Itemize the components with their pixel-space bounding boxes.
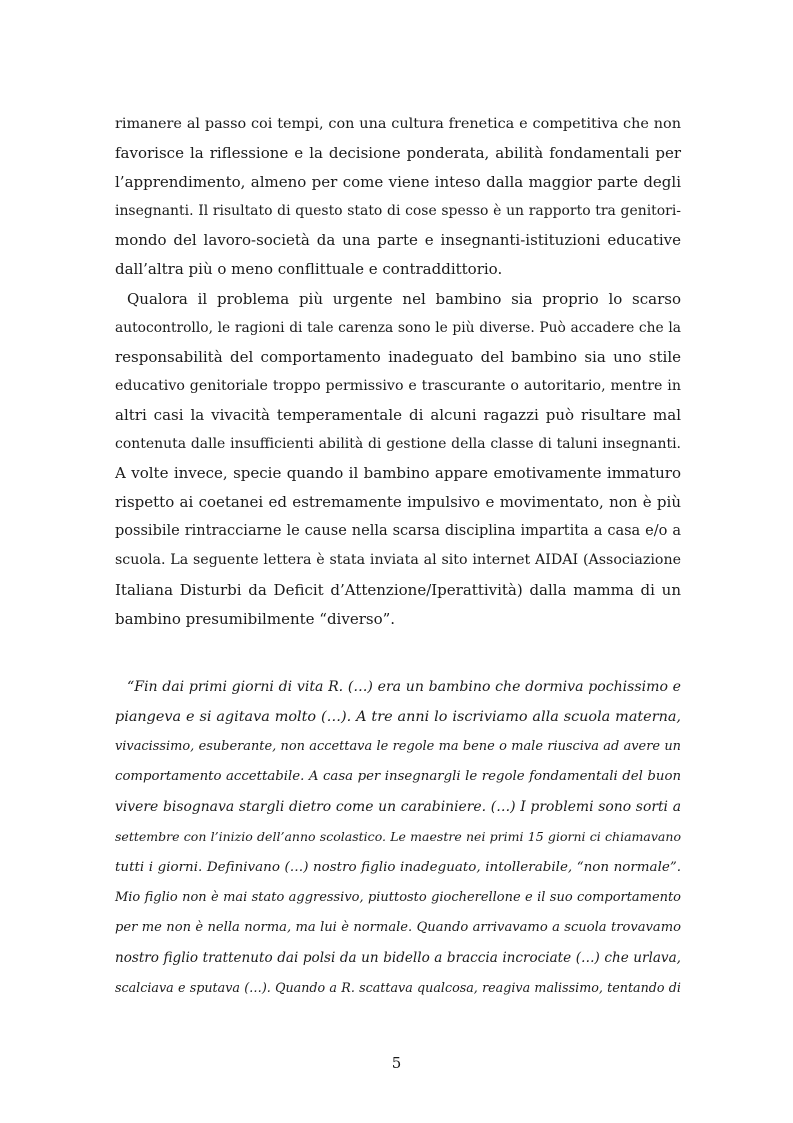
quoted-letter (115, 672, 681, 1003)
text-line: scuola. La seguente lettera è stata inviata al sito internet AIDAI (Associazione (115, 552, 681, 569)
text-line: favorisce la riflessione e la decisione ponderata, abilità fondamentali per (115, 144, 681, 163)
text-line: mondo del lavoro-società da una parte e insegnanti-istituzioni educative (115, 231, 681, 250)
quote-line: “Fin dai primi giorni di vita R. (…) era un bambino che dormiva pochissimo e (127, 679, 681, 695)
text-line: dall’altra più o meno conflittuale e contraddittorio. (115, 260, 503, 279)
quote-line: scalciava e sputava (…). Quando a R. scattava qualcosa, reagiva malissimo, tentando di (115, 979, 681, 995)
text-line: bambino presumibilmente “diverso”. (115, 609, 396, 628)
paragraph-1 (115, 110, 681, 285)
quote-line: comportamento accettabile. A casa per insegnargli le regole fondamentali del buon (115, 769, 681, 785)
quote-line: piangeva e si agitava molto (…). A tre anni lo iscriviamo alla scuola materna, (115, 709, 681, 726)
text-line: rimanere al passo coi tempi, con una cultura frenetica e competitiva che non (115, 116, 681, 132)
quote-line: vivacissimo, esuberante, non accettava le regole ma bene o male riusciva ad avere un (115, 739, 681, 755)
text-line: l’apprendimento, almeno per come viene inteso dalla maggior parte degli (115, 173, 681, 192)
text-line: contenuta dalle insufficienti abilità di gestione della classe di taluni insegnanti. (115, 436, 681, 453)
text-line: possibile rintracciarne le cause nella scarsa disciplina impartita a casa e/o a (115, 523, 681, 540)
quote-line: Mio figlio non è mai stato aggressivo, piuttosto giocherellone e il suo comportamento (115, 889, 681, 905)
quote-line: tutti i giorni. Definivano (…) nostro figlio inadeguato, intollerabile, “non normale”. (115, 859, 681, 875)
quote-line: per me non è nella norma, ma lui è normale. Quando arrivavamo a scuola trovavamo (115, 919, 681, 935)
text-line: responsabilità del comportamento inadeguato del bambino sia uno stile (115, 347, 681, 366)
text-line: A volte invece, specie quando il bambino appare emotivamente immaturo (115, 464, 681, 483)
text-line: Italiana Disturbi da Deficit d’Attenzione/Iperattività) dalla mamma di un (115, 580, 681, 599)
text-line: rispetto ai coetanei ed estremamente impulsivo e movimentato, non è più (115, 493, 681, 512)
quote-line: nostro figlio trattenuto dai polsi da un bidello a braccia incrociate (…) che urlava, (115, 949, 681, 966)
quote-paragraph (115, 672, 681, 1003)
page-number: 5 (391, 1054, 402, 1072)
text-line: autocontrollo, le ragioni di tale carenza sono le più diverse. Può accadere che la (115, 319, 681, 336)
text-line: educativo genitoriale troppo permissivo e trascurante o autoritario, mentre in (115, 377, 681, 394)
text-line: altri casi la vivacità temperamentale di alcuni ragazzi può risultare mal (115, 405, 681, 424)
text-line: insegnanti. Il risultato di questo stato di cose spesso è un rapporto tra genitori- (115, 203, 681, 220)
paragraph-2 (115, 285, 681, 634)
quote-line: settembre con l’inizio dell’anno scolastico. Le maestre nei primi 15 giorni ci chiamavano (115, 829, 681, 845)
body-text (115, 110, 681, 634)
text-line: Qualora il problema più urgente nel bambino sia proprio lo scarso (127, 289, 681, 308)
quote-line: vivere bisognava stargli dietro come un carabiniere. (…) I problemi sono sorti a (115, 799, 681, 816)
